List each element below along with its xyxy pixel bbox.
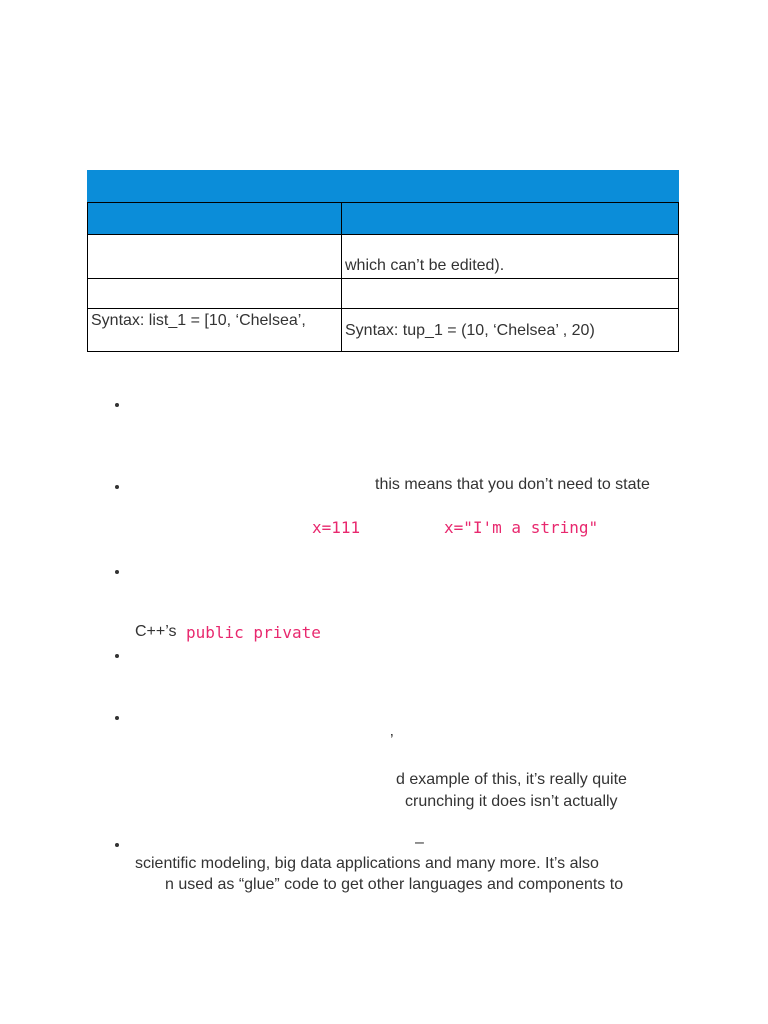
bullet-3-code: public private	[186, 623, 321, 642]
bullet-6-line-1: scientific modeling, big data applications and many more. It’s also	[135, 855, 599, 872]
table-header-list	[87, 202, 342, 235]
bullet-dot-4	[115, 654, 119, 658]
table-cell-text: Syntax: tup_1 = (10, ‘Chelsea’ , 20)	[345, 322, 595, 339]
bullet-5-line-1: d example of this, it’s really quite	[396, 771, 627, 788]
bullet-2-code-string: x="I'm a string"	[444, 518, 599, 537]
bullet-5-line-2: crunching it does isn’t actually	[405, 793, 618, 810]
bullet-2-text: this means that you don’t need to state	[375, 476, 650, 493]
table-row-3-list	[87, 308, 342, 352]
bullet-6-line-2: n used as “glue” code to get other languages and components to	[165, 876, 624, 893]
table-cell-text: which can’t be edited).	[345, 257, 505, 274]
bullet-dot-2	[115, 485, 119, 489]
bullet-3-prefix: C++’s	[135, 623, 177, 640]
bullet-dot-6	[115, 843, 119, 847]
table-row-1-list	[87, 234, 342, 279]
bullet-6-dash: –	[415, 834, 424, 851]
table-cell-text: Syntax: list_1 = [10, ‘Chelsea’,	[91, 312, 306, 329]
table-row-2-list	[87, 278, 342, 309]
table-title-banner	[87, 170, 679, 202]
bullet-dot-1	[115, 403, 119, 407]
table-header-tuple	[341, 202, 679, 235]
bullet-2-code-int: x=111	[312, 518, 361, 537]
bullet-dot-3	[115, 570, 119, 574]
table-row-2-tuple	[341, 278, 679, 309]
table-row-3-tuple	[341, 308, 679, 352]
bullet-5-comma: ’	[390, 732, 394, 749]
bullet-dot-5	[115, 716, 119, 720]
table-row-1-tuple	[341, 234, 679, 279]
